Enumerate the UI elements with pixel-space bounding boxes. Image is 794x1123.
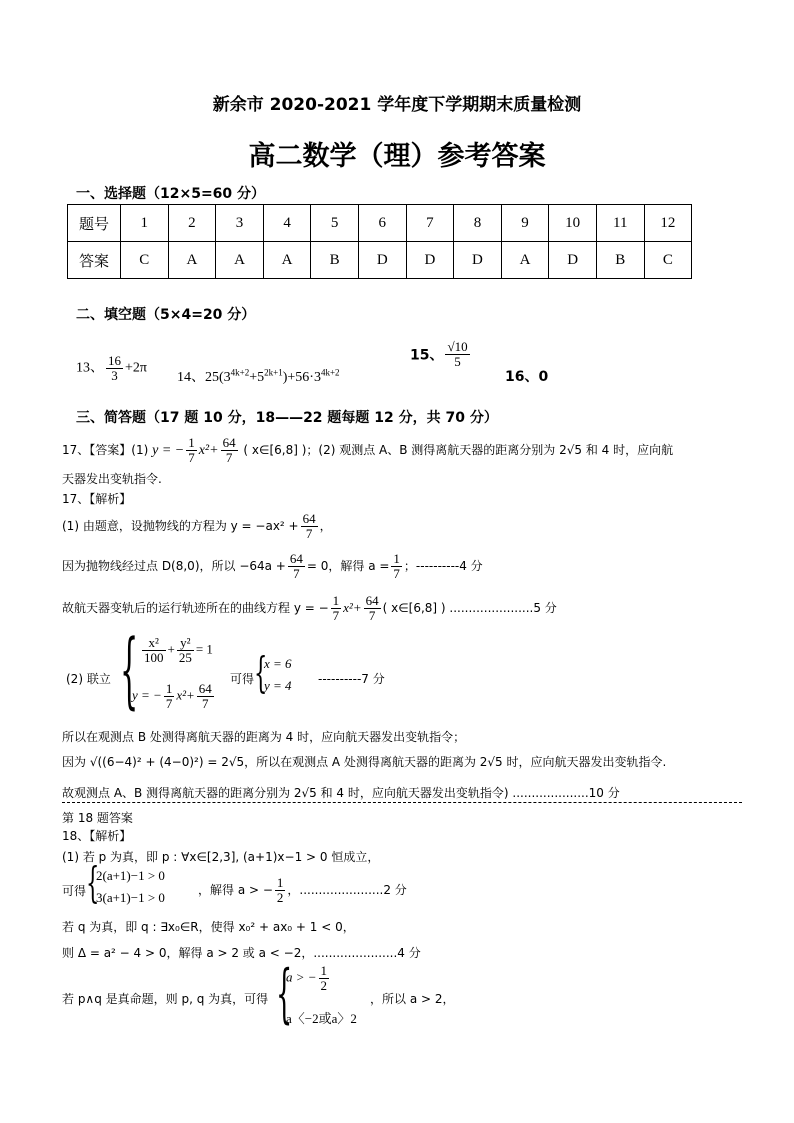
q13-label: 13、 [76,360,104,376]
q14-exp3: 4k+2 [320,367,340,378]
section-title-fill: 二、填空题（5×4=20 分） [76,307,256,323]
p2-sol2: y = 4 [264,678,292,693]
table-cell: 1 [121,205,169,242]
p2-get: 可得 [230,672,255,686]
left-brace-icon: { [120,623,139,718]
q14-label: 14、 [177,370,205,385]
q17-answer-prefix: 17、【答案】(1) [62,443,149,457]
section-title-solution: 三、简答题（17 题 10 分，18——22 题每题 12 分，共 70 分） [76,410,498,426]
p2-sol1: x = 6 [264,656,292,671]
p1-line2a: 因为抛物线经过点 D(8,0)，所以 −64a + [62,559,286,573]
p1-line1-text: (1) 由题意，设抛物线的方程为 y = −ax² + [62,519,299,533]
q18-l5a: 若 p∧q 是真命题，则 p, q 为真，可得 [62,992,269,1006]
table-row [68,242,692,279]
q17-y: y = − [152,443,185,458]
table-cell: B [596,242,644,279]
table-cell: 4 [263,205,311,242]
table-cell: 5 [311,205,359,242]
q17-answer-cont: 天器发出变轨指令. [62,472,162,486]
left-brace-icon: { [86,858,100,907]
q15-label: 15、 [410,347,444,364]
table-cell: D [454,242,502,279]
table-cell: 6 [358,205,406,242]
table-cell: A [216,242,264,279]
q18-line1: (1) 若 p 为真，即 p : ∀x∈[2,3], (a+1)x−1 > 0 恒成立， [62,850,380,864]
q17-domain: ( x∈[6,8] )；(2) 观测点 A、B 测得离航天器的距离分别为 2√5 和 4 时，应向航 [243,443,674,457]
p2-line-b: 所以在观测点 B 处测得离航天器的距离为 4 时，应向航天器发出变轨指令； [62,730,466,744]
q18-l5b: ，所以 a > 2， [370,992,455,1006]
q13-rest: +2π [125,360,147,376]
p2-eq2: y = − [132,687,162,703]
p1-line3b: ( x∈[6,8] ) ......................5 分 [382,601,557,615]
left-brace-icon: { [276,957,293,1031]
q18-heading: 第 18 题答案 [62,811,133,825]
table-cell: C [121,242,169,279]
table-cell: A [168,242,216,279]
table-cell: 2 [168,205,216,242]
table-cell: D [549,242,597,279]
table-cell: 10 [549,205,597,242]
table-cell: B [311,242,359,279]
p2-label: (2) 联立 [66,672,111,686]
q14-tail: )+56·3 [282,370,321,385]
table-cell: C [644,242,692,279]
q18-line4: 则 Δ = a² − 4 > 0，解得 a > 2 或 a < −2，......................4 分 [62,946,421,960]
p1-line3: 故航天器变轨后的运行轨迹所在的曲线方程 y = − $\frac{1}{7}$ x²+ $\frac{64}{7}$ ( x∈[6,8] ) ......................5 分 [62,593,557,623]
q14-exp2: 2k+1 [264,367,283,378]
divider-dashed [62,802,742,803]
q15-numerator: √10 [447,339,468,354]
q18-l5-eq2: a〈−2或a〉2 [286,1011,357,1026]
p1-line2b: = 0，解得 a = [306,559,390,573]
table-cell: 11 [596,205,644,242]
q18-score2: ，......................2 分 [287,883,407,897]
p2-eq1: = 1 [195,641,213,657]
q18-get: 可得 [62,884,87,898]
table-cell: 8 [454,205,502,242]
table-cell: D [358,242,406,279]
q18-analysis: 18、【解析】 [62,829,132,843]
q17-answer-line: 17、【答案】(1) y = − $\frac{1}{7}$ x²+ $\frac{64}{7}$ ( x∈[6,8] )；(2) 观测点 A、B 测得离航天器的距离分别为 2√5 和 4 时，应向航 [62,435,674,465]
school-title: 新余市 2020-2021 学年度下学期期末质量检测 [212,95,582,115]
q13-denominator: 3 [111,368,118,383]
table-header-cell: 题号 [68,205,121,242]
p2-line-d: 故观测点 A、B 测得离航天器的距离分别为 2√5 和 4 时，应向航天器发出变轨指令) ....................10 分 [62,786,620,800]
p1-line3a: 故航天器变轨后的运行轨迹所在的曲线方程 y = − [62,601,329,615]
p2-line-c: 因为 √((6−4)² + (4−0)²) = 2√5，所以在观测点 A 处测得离航天器的距离为 2√5 时，应向航天器发出变轨指令. [62,755,667,769]
p2-score: ----------7 分 [318,672,385,686]
q14-mid: +5 [249,370,265,385]
left-brace-icon: { [254,648,268,697]
p1-line1: (1) 由题意，设抛物线的方程为 y = −ax² + $\frac{64}{7}$ ， [62,511,332,541]
answer-14 [177,366,340,386]
table-cell: 9 [501,205,549,242]
q18-eq1: 2(a+1)−1 > 0 [96,868,165,883]
q18-eq2: 3(a+1)−1 > 0 [96,890,165,905]
table-row [68,205,692,242]
q18-result: ，解得 a > − [198,883,273,897]
q13-numerator: 16 [108,353,121,368]
table-cell: 12 [644,205,692,242]
p1-line2c: ；----------4 分 [403,559,483,573]
q15-denominator: 5 [454,354,461,369]
table-cell: A [501,242,549,279]
answer-table [67,204,692,279]
table-cell: 3 [216,205,264,242]
table-cell: 7 [406,205,454,242]
table-cell: D [406,242,454,279]
q18-l5-eq1: a > − [286,969,317,985]
table-header-cell: 答案 [68,242,121,279]
q14-expr: 25(3 [205,370,231,385]
answer-15 [410,340,472,369]
answer-13 [76,354,147,383]
q17-analysis: 17、【解析】 [62,492,132,506]
table-cell: A [263,242,311,279]
section-title-choice: 一、选择题（12×5=60 分） [76,186,266,202]
document-title: 高二数学（理）参考答案 [248,141,546,172]
q14-exp1: 4k+2 [230,367,250,378]
answer-16: 16、0 [505,369,549,385]
p1-line2: 因为抛物线经过点 D(8,0)，所以 −64a + $\frac{64}{7}$ = 0，解得 a = $\frac{1}{7}$ ；----------4 分 [62,551,483,581]
q18-line3: 若 q 为真，即 q : ∃x₀∈R，使得 x₀² + ax₀ + 1 < 0， [62,920,355,934]
